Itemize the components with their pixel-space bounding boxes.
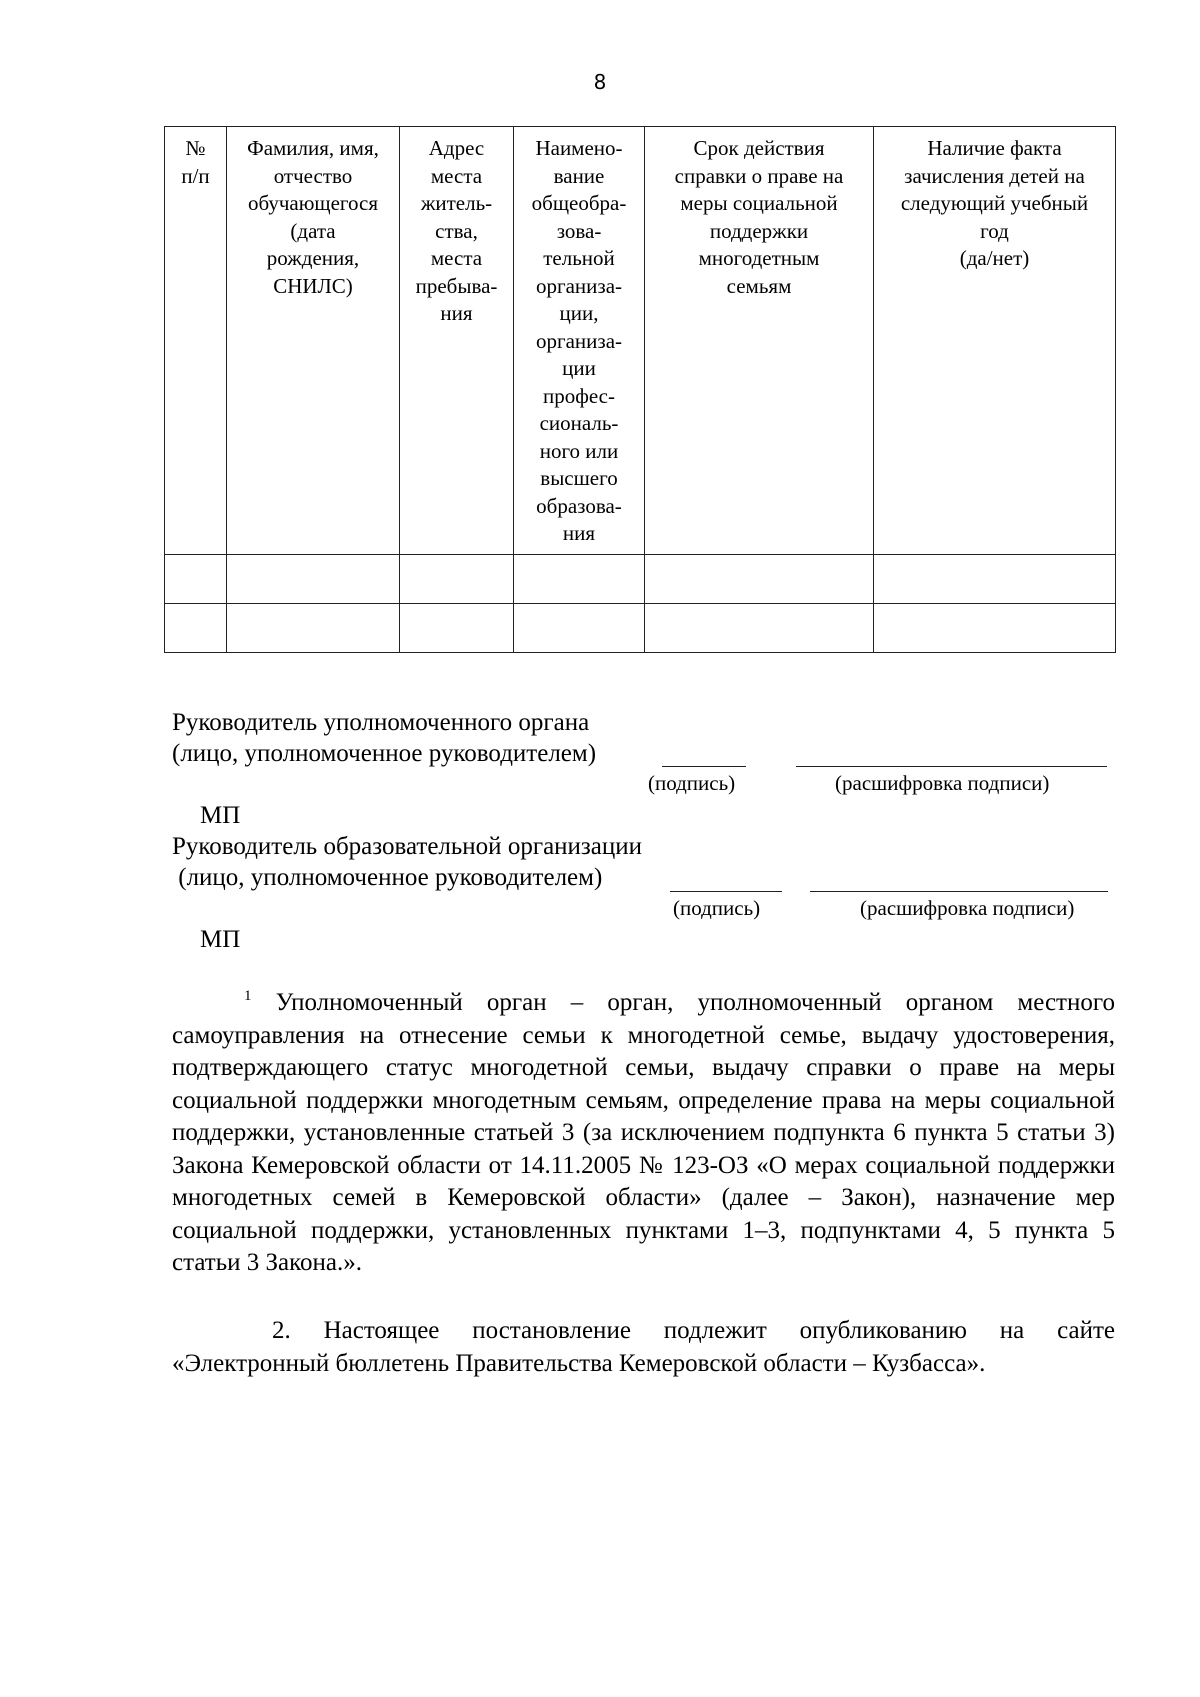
header-cell-organization xyxy=(514,127,645,555)
school-signature-line xyxy=(670,891,782,892)
header-cell-number xyxy=(165,127,227,555)
authority-signature-line xyxy=(662,766,746,767)
footnote-text: Уполномоченный орган – орган, уполномоченный органом местного самоуправления на отнесение семьи к многодетной семье, выдачу удостоверения, подтверждающего статус многодетной семьи, выдачу справки о праве на меры социальной поддержки многодетным семьям, определение права на меры социальной поддержки, установленные статьей 3 (за исключением подпункта 6 пункта 5 статьи 3) Закона Кемеровской области от 14.11.2005 № 123-ОЗ «О мерах социальной поддержки многодетных семей в Кемеровской области» (далее – Закон), назначение мер социальной поддержки, установленных пунктами 1–3, подпунктами 4, 5 пункта 5 статьи 3 Закона.». xyxy=(172,989,1115,1276)
school-signature-block xyxy=(172,831,642,893)
authority-subtitle: (лицо, уполномоченное руководителем) xyxy=(172,740,597,767)
header-cell-certificate-term xyxy=(645,127,874,555)
header-label: Наимено- вание общеобра- зова- тельной организа- ции, организа- ции профес- сиональ- ного или высшего образова- ния xyxy=(531,136,627,545)
school-signature-caption: (подпись) xyxy=(673,896,761,920)
authority-signature-caption: (подпись) xyxy=(648,771,736,795)
header-cell-address xyxy=(400,127,514,555)
school-decoding-line xyxy=(810,891,1108,892)
data-table xyxy=(164,126,1116,653)
header-label: № п/п xyxy=(181,136,210,188)
footnote-mark: 1 xyxy=(244,988,252,1004)
table-cell xyxy=(874,554,1116,603)
header-label: Фамилия, имя, отчество обучающегося (дата рождения, СНИЛС) xyxy=(247,136,379,298)
school-stamp-mark: МП xyxy=(200,926,241,953)
header-label: Наличие факта зачисления детей на следующий учебный год (да/нет) xyxy=(900,136,1089,270)
table-row xyxy=(165,603,1116,652)
table-cell xyxy=(400,554,514,603)
table-cell xyxy=(165,603,227,652)
table-cell xyxy=(514,554,645,603)
table-cell xyxy=(400,603,514,652)
table-cell xyxy=(645,603,874,652)
table-cell xyxy=(227,603,400,652)
footnote xyxy=(172,987,1115,1280)
school-title: Руководитель образовательной организации xyxy=(172,833,643,860)
authority-title: Руководитель уполномоченного органа xyxy=(172,709,590,736)
authority-signature-block xyxy=(172,707,596,769)
header-cell-enrollment xyxy=(874,127,1116,555)
page-number: 8 xyxy=(593,70,607,94)
table-cell xyxy=(874,603,1116,652)
authority-decoding-line xyxy=(796,766,1107,767)
header-label: Срок действия справки о праве на меры социальной поддержки многодетным семьям xyxy=(674,136,844,298)
table-cell xyxy=(645,554,874,603)
table-cell xyxy=(514,603,645,652)
table-header-row xyxy=(165,127,1116,555)
header-label: Адрес места житель- ства, места пребыва- ния xyxy=(415,136,498,325)
authority-decoding-caption: (расшифровка подписи) xyxy=(835,771,1050,795)
school-decoding-caption: (расшифровка подписи) xyxy=(860,896,1075,920)
authority-stamp-mark: МП xyxy=(200,802,241,829)
table-cell xyxy=(227,554,400,603)
table-cell xyxy=(165,554,227,603)
header-cell-student-name xyxy=(227,127,400,555)
table-row xyxy=(165,554,1116,603)
publication-paragraph: 2. Настоящее постановление подлежит опубликованию на сайте «Электронный бюллетень Правительства Кемеровской области – Кузбасса». xyxy=(172,1317,1115,1377)
school-subtitle: (лицо, уполномоченное руководителем) xyxy=(172,864,603,891)
